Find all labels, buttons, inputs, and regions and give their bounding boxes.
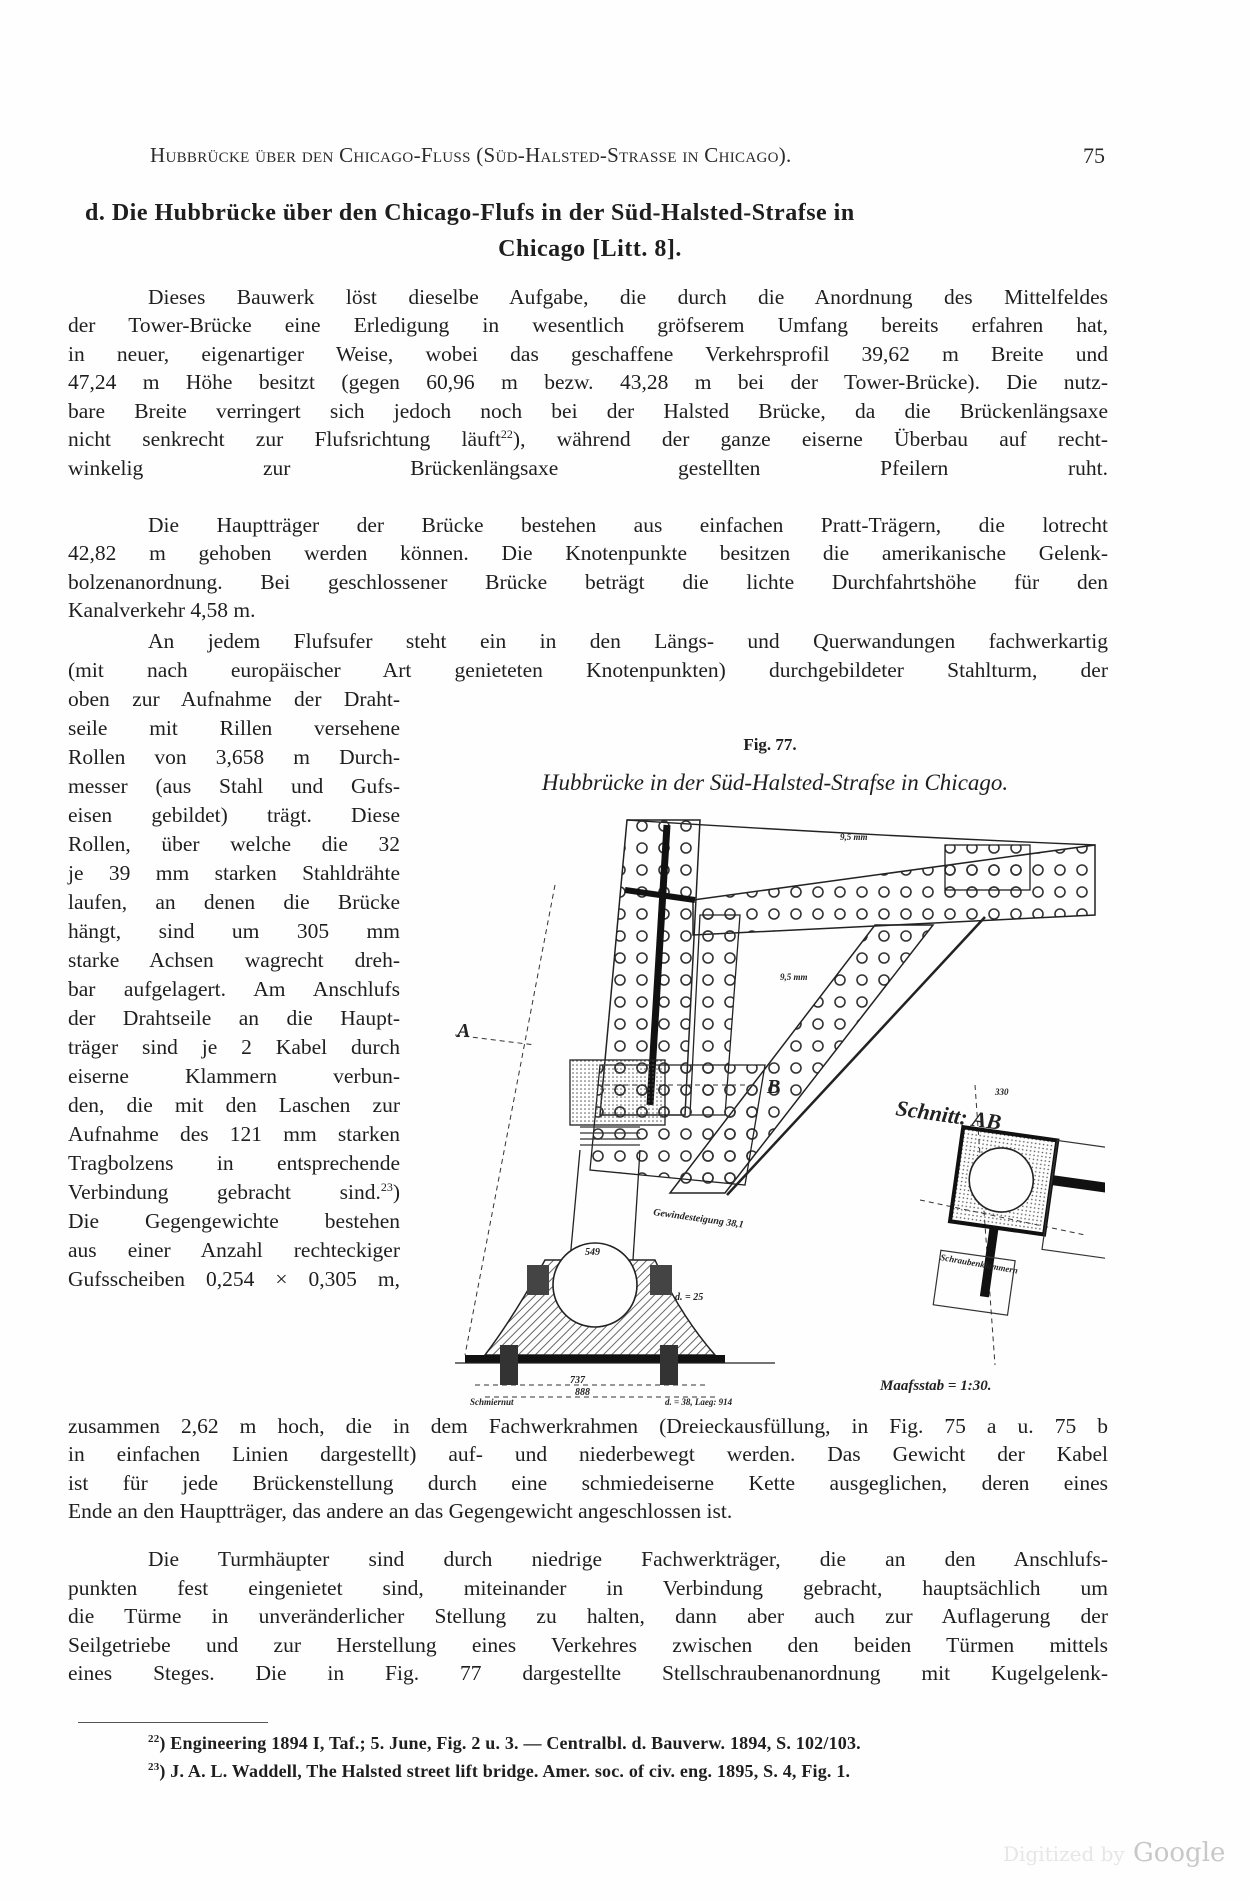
label-a: A xyxy=(457,1020,471,1042)
footnote-22 xyxy=(148,1733,861,1754)
footnote-number: 23 xyxy=(148,1761,160,1773)
plate-thickness-top: 9,5 mm xyxy=(840,832,868,842)
text-span: Verbindung gebracht sind. xyxy=(68,1180,381,1204)
dim-737: 737 xyxy=(570,1375,585,1386)
thread-label: Gewindesteigung 38,1 xyxy=(652,1207,745,1231)
text-line: aus einer Anzahl rechteckiger xyxy=(68,1238,400,1262)
text-line: oben zur Aufnahme der Draht- xyxy=(68,687,400,711)
section-heading: d. Die Hubbrücke über den Chicago-Flufs in der Süd-Halsted-Strafse in xyxy=(85,200,855,226)
text-line: bolzenanordnung. Bei geschlossener Brücke beträgt die lichte Durchfahrtshöhe für den xyxy=(68,570,1108,594)
text-line: An jedem Flufsufer steht ein in den Längs- und Querwandungen fachwerkartig xyxy=(148,629,1108,653)
bolt-label: d. = 38, Laeg: 914 xyxy=(665,1397,733,1407)
text-span: ), während der ganze eiserne Überbau auf recht- xyxy=(512,427,1109,451)
text-line: winkelig zur Brückenlängsaxe gestellten Pfeilern ruht. xyxy=(68,456,1108,480)
text-line: Dieses Bauwerk löst dieselbe Aufgabe, die durch die Anordnung des Mittelfeldes xyxy=(148,285,1108,309)
footnote-number: 22 xyxy=(148,1733,160,1745)
text-line: (mit nach europäischer Art genieteten Knotenpunkten) durchgebildeter Stahlturm, der xyxy=(68,658,1108,682)
text-line: punkten fest eingenietet sind, miteinander in Verbindung gebracht, hauptsächlich um xyxy=(68,1576,1108,1600)
figure-caption: Hubbrücke in der Süd-Halsted-Strafse in Chicago. xyxy=(541,770,1009,795)
text-line xyxy=(68,425,1108,453)
text-line: laufen, an denen die Brücke xyxy=(68,890,400,914)
plate-thickness-mid: 9,5 mm xyxy=(780,972,808,982)
footnote-23 xyxy=(148,1761,850,1782)
text-span: nicht senkrecht zur Flufsrichtung läuft xyxy=(68,427,501,451)
text-line: 42,82 m gehoben werden können. Die Knotenpunkte besitzen die amerikanische Gelenk- xyxy=(68,541,1108,565)
text-line: Gufsscheiben 0,254 × 0,305 m, xyxy=(68,1267,400,1291)
engineering-drawing xyxy=(455,815,1105,1410)
text-line: in neuer, eigenartiger Weise, wobei das geschaffene Verkehrsprofil 39,62 m Breite und xyxy=(68,342,1108,366)
text-line: den, die mit den Laschen zur xyxy=(68,1093,400,1117)
scale-label: Maafsstab = 1:30. xyxy=(880,1378,992,1394)
text-line: Die Hauptträger der Brücke bestehen aus einfachen Pratt-Trägern, die lotrecht xyxy=(148,513,1108,537)
text-line: Tragbolzens in entsprechende xyxy=(68,1151,400,1175)
bridge-tower-detail-drawing xyxy=(455,815,1105,1410)
text-line: Rollen, über welche die 32 xyxy=(68,832,400,856)
footnote-rule xyxy=(78,1722,268,1723)
text-line: seile mit Rillen versehene xyxy=(68,716,400,740)
text-line: bar aufgelagert. Am Anschlufs xyxy=(68,977,400,1001)
text-line: Seilgetriebe und zur Herstellung eines Verkehres zwischen den beiden Türmen mittels xyxy=(68,1633,1108,1657)
text-line: eines Steges. Die in Fig. 77 dargestellte Stellschraubenanordnung mit Kugelgelenk- xyxy=(68,1661,1108,1685)
section-title: Schnitt: AB xyxy=(894,1095,1003,1135)
page-number: 75 xyxy=(1083,143,1105,168)
text-line: Die Gegengewichte bestehen xyxy=(68,1209,400,1233)
footnote-ref[interactable]: 22 xyxy=(500,426,513,441)
text-line: in einfachen Linien dargestellt) auf- und niederbewegt werden. Das Gewicht der Kabel xyxy=(68,1442,1108,1466)
dim-330: 330 xyxy=(995,1087,1009,1097)
label-b: B xyxy=(767,1076,781,1098)
text-line: messer (aus Stahl und Gufs- xyxy=(68,774,400,798)
digitization-watermark xyxy=(1003,1838,1225,1868)
d-label: d. = 25 xyxy=(675,1292,704,1303)
text-line: die Türme in unveränderlicher Stellung zu halten, dann aber auch zur Auflagerung der xyxy=(68,1604,1108,1628)
text-line: je 39 mm starken Stahldrähte xyxy=(68,861,400,885)
watermark-prefix: Digitized by xyxy=(1003,1842,1125,1866)
dim-888: 888 xyxy=(575,1387,590,1398)
text-line: bare Breite verringert sich jedoch noch bei der Halsted Brücke, da die Brückenlängsaxe xyxy=(68,399,1108,423)
footnote-text: ) Engineering 1894 I, Taf.; 5. June, Fig. 2 u. 3. — Centralbl. d. Bauverw. 1894, S. 102/103. xyxy=(159,1733,861,1753)
text-line: Ende an den Hauptträger, das andere an das Gegengewicht angeschlossen ist. xyxy=(68,1499,733,1523)
footnote-text: ) J. A. L. Waddell, The Halsted street lift bridge. Amer. soc. of civ. eng. 1895, S. 4, Fig. 1. xyxy=(159,1761,851,1781)
text-line: starke Achsen wagrecht dreh- xyxy=(68,948,400,972)
clamp-label: Schraubenklammern xyxy=(939,1252,1019,1276)
footnote-ref[interactable]: 23 xyxy=(380,1179,393,1194)
text-line: hängt, sind um 305 mm xyxy=(68,919,400,943)
text-line: Rollen von 3,658 m Durch- xyxy=(68,745,400,769)
running-header: Hubbrücke über den Chicago-Fluss (Süd-Halsted-Strasse in Chicago). xyxy=(150,143,792,167)
text-line: der Drahtseile an die Haupt- xyxy=(68,1006,400,1030)
text-line: 47,24 m Höhe besitzt (gegen 60,96 m bezw. 43,28 m bei der Tower-Brücke). Die nutz- xyxy=(68,370,1108,394)
text-line: der Tower-Brücke eine Erledigung in wesentlich gröfserem Umfang bereits erfahren hat, xyxy=(68,313,1108,337)
section-heading-cont: Chicago [Litt. 8]. xyxy=(498,236,682,262)
groove-label: Schmiernut xyxy=(470,1397,514,1407)
text-line: eiserne Klammern verbun- xyxy=(68,1064,400,1088)
text-line xyxy=(68,482,1108,510)
figure-label: Fig. 77. xyxy=(743,735,797,754)
text-line: zusammen 2,62 m hoch, die in dem Fachwerkrahmen (Dreieckausfüllung, in Fig. 75 a u. 75 b xyxy=(68,1414,1108,1438)
watermark-brand: Google xyxy=(1132,1838,1226,1868)
text-line: träger sind je 2 Kabel durch xyxy=(68,1035,400,1059)
text-line: Verbindung gebracht sind.$^{23}$) xyxy=(68,1179,400,1204)
text-line: eisen gebildet) trägt. Diese xyxy=(68,803,400,827)
text-line: Die Turmhäupter sind durch niedrige Fachwerkträger, die an den Anschlufs- xyxy=(148,1547,1108,1571)
text-line: Aufnahme des 121 mm starken xyxy=(68,1122,400,1146)
text-line: Kanalverkehr 4,58 m. xyxy=(68,598,256,622)
text-line: ist für jede Brückenstellung durch eine schmiedeiserne Kette ausgeglichen, deren eines xyxy=(68,1471,1108,1495)
dim-549: 549 xyxy=(585,1247,600,1258)
